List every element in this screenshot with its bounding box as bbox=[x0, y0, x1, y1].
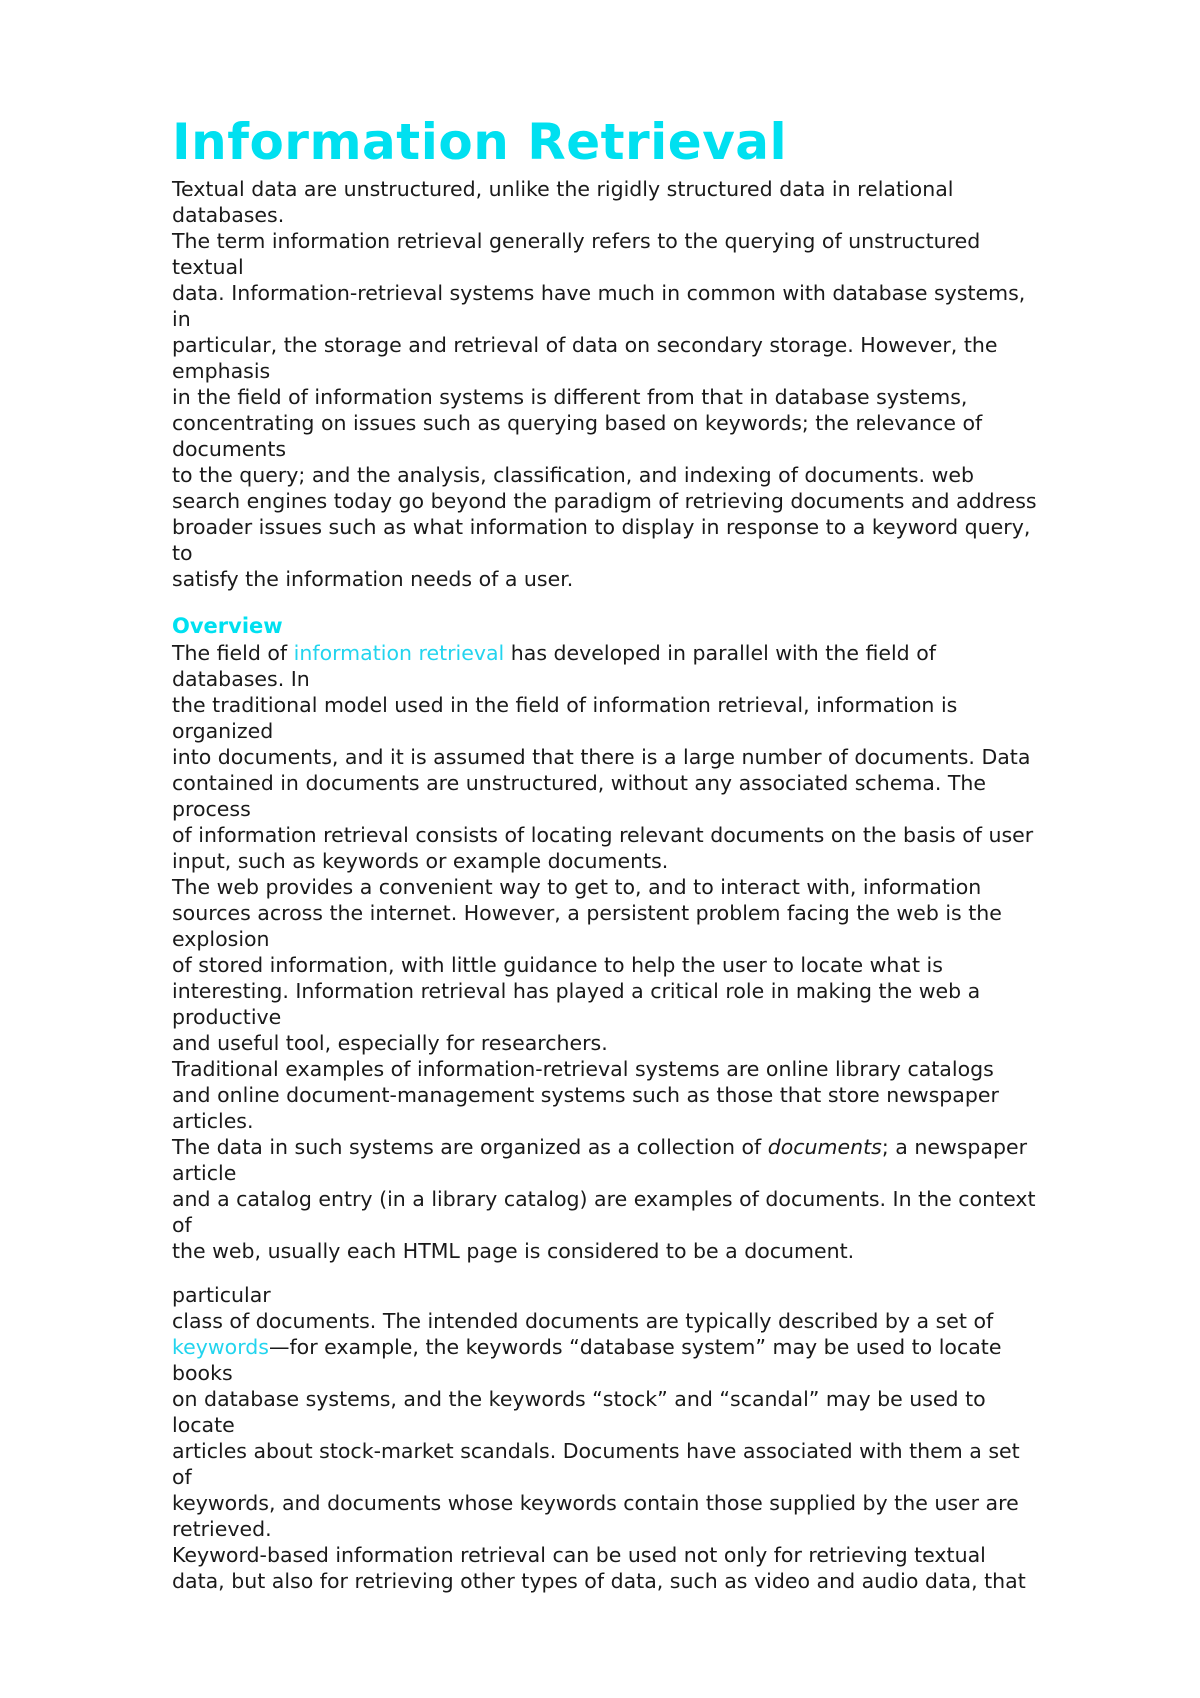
text-line: on database systems, and the keywords “stock” and “scandal” may be used to bbox=[172, 1387, 986, 1411]
overview-heading: Overview bbox=[172, 614, 283, 638]
text-line: the web, usually each HTML page is considered to be a document. bbox=[172, 1239, 855, 1263]
text-line: Traditional examples of information-retrieval systems are online library catalogs bbox=[172, 1057, 994, 1081]
keywords-section bbox=[172, 1282, 1132, 1594]
text-line: and a catalog entry (in a library catalog) are examples of documents. In the context bbox=[172, 1187, 1036, 1211]
text-line: particular bbox=[172, 1283, 271, 1307]
text-line: organized bbox=[172, 719, 274, 743]
text-line: of bbox=[172, 1213, 192, 1237]
text-line: of bbox=[172, 1465, 192, 1489]
text-line: Textual data are unstructured, unlike the rigidly structured data in relational bbox=[172, 177, 954, 201]
text-line: search engines today go beyond the paradigm of retrieving documents and address bbox=[172, 489, 1037, 513]
text-line: process bbox=[172, 797, 251, 821]
text-line: article bbox=[172, 1161, 237, 1185]
text-line: productive bbox=[172, 1005, 282, 1029]
text-line: and online document-management systems such as those that store newspaper bbox=[172, 1083, 999, 1107]
keywords-link[interactable]: keywords bbox=[172, 1335, 269, 1359]
text-line: keywords, and documents whose keywords contain those supplied by the user are bbox=[172, 1491, 1019, 1515]
text-line: to bbox=[172, 541, 193, 565]
text-line: The term information retrieval generally refers to the querying of unstructured bbox=[172, 229, 981, 253]
text-line bbox=[172, 640, 1132, 666]
text-line: of stored information, with little guidance to help the user to locate what is bbox=[172, 953, 943, 977]
text-segment: has developed in parallel with the field of bbox=[504, 641, 936, 665]
text-line: documents bbox=[172, 437, 287, 461]
text-line: and useful tool, especially for researchers. bbox=[172, 1031, 608, 1055]
text-line: interesting. Information retrieval has played a critical role in making the web a bbox=[172, 979, 981, 1003]
text-line: emphasis bbox=[172, 359, 271, 383]
text-line: textual bbox=[172, 255, 244, 279]
text-line: concentrating on issues such as querying based on keywords; the relevance of bbox=[172, 411, 983, 435]
text-line: articles. bbox=[172, 1109, 254, 1133]
document-page bbox=[172, 110, 1132, 1594]
paragraph-gap bbox=[172, 1264, 1132, 1282]
text-line: data. Information-retrieval systems have much in common with database systems, bbox=[172, 281, 1026, 305]
text-segment: ; a newspaper bbox=[881, 1135, 1028, 1159]
text-line bbox=[172, 1134, 1132, 1160]
text-line: data, but also for retrieving other types of data, such as video and audio data, that bbox=[172, 1569, 1026, 1593]
text-line: class of documents. The intended documents are typically described by a set of bbox=[172, 1309, 994, 1333]
text-line: retrieved. bbox=[172, 1517, 272, 1541]
information-retrieval-link[interactable]: information retrieval bbox=[293, 641, 505, 665]
text-line: of information retrieval consists of locating relevant documents on the basis of user bbox=[172, 823, 1034, 847]
text-line: in the field of information systems is different from that in database systems, bbox=[172, 385, 968, 409]
text-line: in bbox=[172, 307, 191, 331]
intro-paragraph bbox=[172, 176, 1132, 592]
text-segment: The field of bbox=[172, 641, 294, 665]
text-line: explosion bbox=[172, 927, 270, 951]
text-line: the traditional model used in the field of information retrieval, information is bbox=[172, 693, 958, 717]
documents-emphasis: documents bbox=[767, 1135, 882, 1159]
text-segment: The data in such systems are organized as a collection of bbox=[172, 1135, 768, 1159]
text-line: databases. In bbox=[172, 667, 310, 691]
text-line: particular, the storage and retrieval of data on secondary storage. However, the bbox=[172, 333, 998, 357]
text-line: satisfy the information needs of a user. bbox=[172, 567, 574, 591]
text-line: to the query; and the analysis, classification, and indexing of documents. web bbox=[172, 463, 974, 487]
overview-section bbox=[172, 640, 1132, 1264]
text-line: articles about stock-market scandals. Documents have associated with them a set bbox=[172, 1439, 1020, 1463]
text-line: broader issues such as what information to display in response to a keyword query, bbox=[172, 515, 1031, 539]
text-line: databases. bbox=[172, 203, 285, 227]
text-line: into documents, and it is assumed that there is a large number of documents. Data bbox=[172, 745, 1031, 769]
text-line: books bbox=[172, 1361, 233, 1385]
text-line: The web provides a convenient way to get to, and to interact with, information bbox=[172, 875, 982, 899]
text-line: sources across the internet. However, a persistent problem facing the web is the bbox=[172, 901, 1002, 925]
text-line: locate bbox=[172, 1413, 235, 1437]
text-line bbox=[172, 1334, 1132, 1360]
page-title: Information Retrieval bbox=[172, 113, 788, 171]
text-line: Keyword-based information retrieval can be used not only for retrieving textual bbox=[172, 1543, 986, 1567]
text-segment: —for example, the keywords “database system” may be used to locate bbox=[268, 1335, 1002, 1359]
text-line: contained in documents are unstructured, without any associated schema. The bbox=[172, 771, 987, 795]
text-line: input, such as keywords or example documents. bbox=[172, 849, 669, 873]
